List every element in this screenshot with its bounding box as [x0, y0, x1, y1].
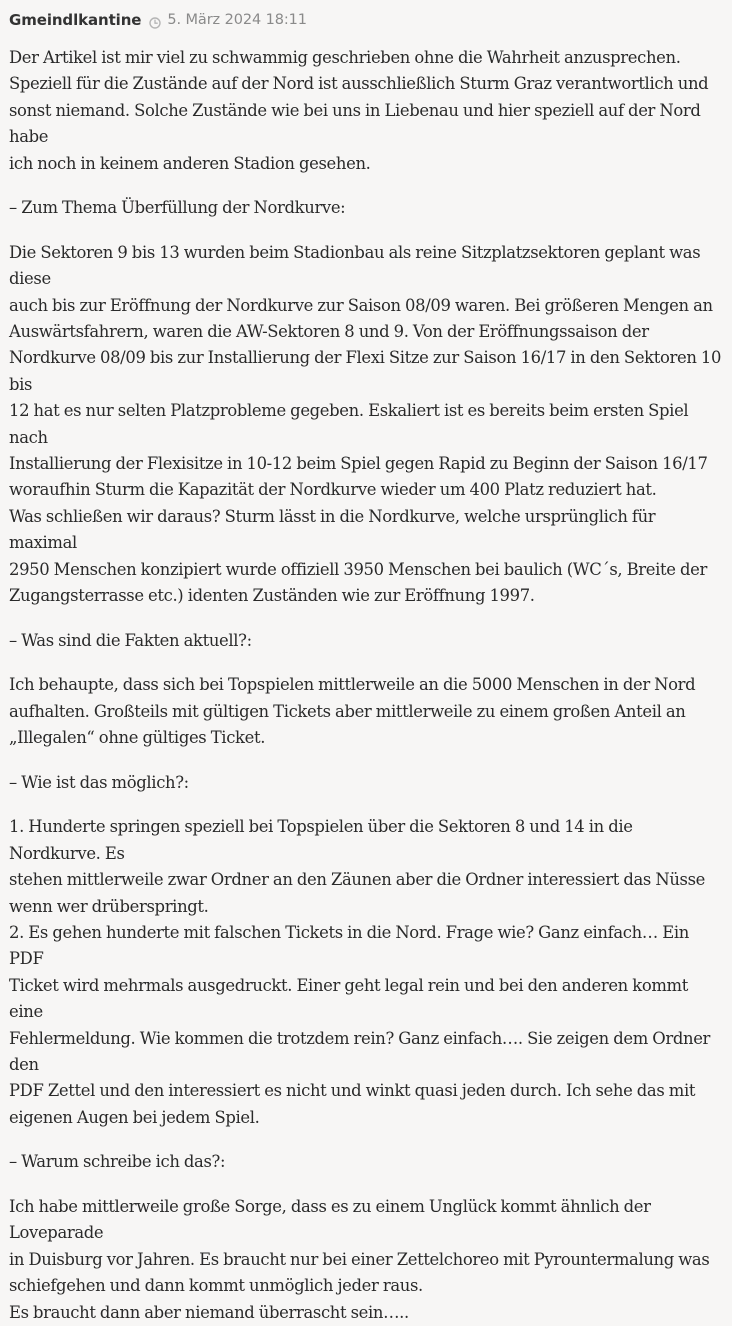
comment-paragraph: – Warum schreibe ich das?: — [9, 1152, 226, 1172]
comment-meta — [9, 9, 726, 31]
comment-paragraph: Der Artikel ist mir viel zu schwammig geschrieben ohne die Wahrheit anzusprechen. Speziell für die Zustände auf der Nord ist ausschließlich Sturm Graz verantwortlich und sonst niemand. Solche Zustände wie bei uns in Liebenau und hier speziell auf der Nord habe ich noch in keinem anderen Stadion gesehen. — [9, 48, 709, 173]
comment-paragraph: – Was sind die Fakten aktuell?: — [9, 630, 252, 650]
clock-icon — [149, 14, 161, 26]
comment-paragraph: 1. Hunderte springen speziell bei Topspielen über die Sektoren 8 und 14 in die Nordkurve. Es stehen mittlerweile zwar Ordner an den Zäunen aber die Ordner interessiert das Nüsse wenn wer drüberspringt. 2. Es gehen hunderte mit falschen Tickets in die Nord. Frage wie? Ganz einfach… Ein PDF Ticket wird mehrmals ausgedruckt. Einer geht legal rein und bei den anderen kommt eine Fehlermeldung. Wie kommen die trotzdem rein? Ganz einfach…. Sie zeigen dem Ordner den PDF Zettel und den interessiert es nicht und winkt quasi jeden durch. Ich sehe das mit eigenen Augen bei jedem Spiel. — [9, 817, 711, 1127]
comment-paragraph: – Zum Thema Überfüllung der Nordkurve: — [9, 198, 346, 218]
author-link[interactable]: Gmeindlkantine — [9, 11, 142, 29]
comment-timestamp[interactable]: 5. März 2024 18:11 — [167, 12, 307, 28]
comment-paragraph: – Wie ist das möglich?: — [9, 772, 189, 792]
comment-paragraph: Ich behaupte, dass sich bei Topspielen mittlerweile an die 5000 Menschen in der Nord aufhalten. Großteils mit gültigen Tickets aber mittlerweile zu einem großen Anteil an „Illegalen“ ohne gültiges Ticket. — [9, 675, 696, 748]
comment-paragraph: Die Sektoren 9 bis 13 wurden beim Stadionbau als reine Sitzplatzsektoren geplant was diese auch bis zur Eröffnung der Nordkurve zur Saison 08/09 waren. Bei größeren Mengen an Auswärtsfahrern, waren die AW-Sektoren 8 und 9. Von der Eröffnungssaison der Nordkurve 08/09 bis zur Installierung der Flexi Sitze zur Saison 16/17 in den Sektoren 10 bis 12 hat es nur selten Platzprobleme gegeben. Eskaliert ist es bereits beim ersten Spiel nach Installierung der Flexisitze in 10-12 beim Spiel gegen Rapid zu Beginn der Saison 16/17 woraufhin Sturm die Kapazität der Nordkurve wieder um 400 Platz reduziert hat. Was schließen wir daraus? Sturm lässt in die Nordkurve, welche ursprünglich für maximal 2950 Menschen konzipiert wurde offiziell 3950 Menschen bei baulich (WC´s, Breite der Zugangsterrasse etc.) identen Zuständen wie zur Eröffnung 1997. — [9, 242, 722, 606]
comment-body — [9, 45, 726, 1326]
comment-paragraph: Ich habe mittlerweile große Sorge, dass es zu einem Unglück kommt ähnlich der Loveparade in Duisburg vor Jahren. Es braucht nur bei einer Zettelchoreo mit Pyrountermalung was schiefgehen und dann kommt unmöglich jeder raus. Es braucht dann aber niemand überrascht sein….. — [9, 1196, 710, 1322]
